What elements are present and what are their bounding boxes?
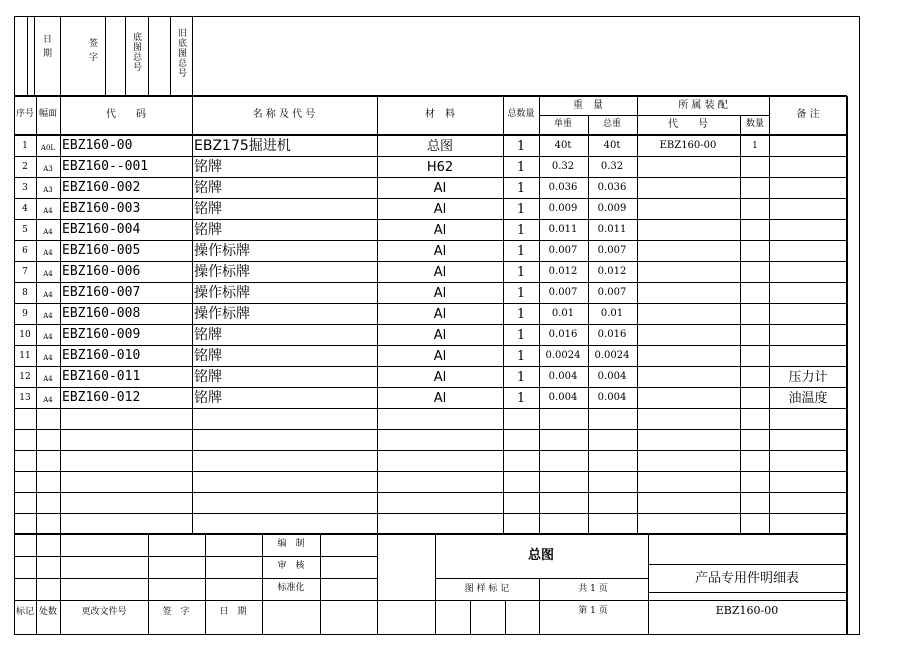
table-right-line	[846, 96, 848, 634]
row-total-weight: 0.32	[600, 161, 624, 172]
row-qty: 1	[516, 391, 526, 406]
header-asm-qty: 数量	[745, 119, 765, 129]
header-format: 幅面	[38, 109, 58, 119]
row-qty: 1	[516, 139, 526, 154]
row-code: EBZ160-00	[62, 138, 133, 153]
header-material: 材 料	[425, 109, 455, 120]
row-name: 操作标牌	[194, 285, 250, 301]
row-qty: 1	[516, 244, 526, 259]
row-unit-weight: 0.007	[548, 287, 578, 298]
top-sign-label: 签 字	[87, 38, 97, 62]
grid-line	[60, 96, 61, 534]
row-asm-qty: 1	[752, 141, 758, 151]
tb-change-doc-label: 更改文件号	[81, 607, 127, 617]
row-seq: 2	[22, 162, 28, 172]
grid-line	[125, 16, 126, 96]
row-line	[14, 261, 847, 262]
row-line	[14, 219, 847, 220]
grid-line	[377, 96, 378, 534]
grid-line	[539, 578, 540, 634]
header-assembly: 所 属 装 配	[678, 100, 728, 111]
grid-line	[60, 534, 61, 634]
tb-signature-label: 签 字	[162, 607, 190, 617]
grid-line	[539, 96, 540, 534]
tb-mark-label: 标记	[15, 607, 35, 617]
grid-line	[435, 578, 648, 579]
row-code: EBZ160-011	[62, 369, 141, 384]
frame-line	[14, 634, 860, 635]
row-unit-weight: 0.0024	[545, 350, 581, 361]
row-unit-weight: 0.01	[551, 308, 575, 319]
row-line	[14, 240, 847, 241]
tb-compile-label: 编 制	[277, 539, 305, 549]
row-material: Al	[433, 370, 447, 385]
tb-doc-title: 产品专用件明细表	[694, 571, 800, 586]
row-format: A4	[43, 312, 53, 320]
tb-page-no: 第 1 页	[578, 606, 608, 616]
row-code: EBZ160-006	[62, 264, 141, 279]
grid-line	[34, 16, 35, 96]
row-name: 铭牌	[194, 180, 222, 196]
grid-line	[262, 534, 263, 634]
row-total-weight: 40t	[603, 140, 621, 151]
row-seq: 9	[22, 309, 28, 319]
row-name: 操作标牌	[194, 243, 250, 259]
header-seq: 序号	[15, 109, 35, 119]
row-seq: 10	[19, 330, 31, 340]
row-code: EBZ160-007	[62, 285, 141, 300]
row-material: AI	[433, 181, 447, 196]
row-line	[14, 156, 847, 157]
tb-sample-mark: 图 样 标 记	[464, 584, 510, 594]
row-unit-weight: 0.32	[551, 161, 575, 172]
row-unit-weight: 0.004	[548, 392, 578, 403]
row-material: Al	[433, 328, 447, 343]
row-asm-code: EBZ160-00	[659, 140, 717, 151]
row-total-weight: 0.009	[597, 203, 627, 214]
grid-line	[148, 16, 149, 96]
row-line	[14, 303, 847, 304]
tb-count-label: 处数	[38, 607, 58, 617]
frame-line	[859, 16, 860, 635]
row-unit-weight: 0.012	[548, 266, 578, 277]
grid-line	[637, 96, 638, 534]
row-seq: 3	[22, 183, 28, 193]
row-name: 铭牌	[194, 348, 222, 364]
row-code: EBZ160-002	[62, 180, 141, 195]
row-total-weight: 0.011	[597, 224, 627, 235]
row-total-weight: 0.01	[600, 308, 624, 319]
grid-line	[205, 534, 206, 634]
row-format: A4	[43, 375, 53, 383]
row-material: Al	[433, 286, 447, 301]
grid-line	[105, 16, 106, 96]
row-format: A4	[43, 207, 53, 215]
top-base-no-label: 底图总号	[131, 32, 141, 72]
row-code: EBZ160-009	[62, 327, 141, 342]
row-format: A3	[43, 165, 53, 173]
row-qty: 1	[516, 328, 526, 343]
row-line	[14, 366, 847, 367]
title-block-top-line	[14, 533, 847, 535]
row-line	[14, 324, 847, 325]
row-name: 操作标牌	[194, 264, 250, 280]
row-code: EBZ160-012	[62, 390, 141, 405]
tb-review-label: 审 核	[277, 561, 305, 571]
row-qty: 1	[516, 265, 526, 280]
row-line	[14, 345, 847, 346]
row-material: Al	[433, 265, 447, 280]
row-format: A4	[43, 396, 53, 404]
row-line	[14, 198, 847, 199]
row-unit-weight: 0.004	[548, 371, 578, 382]
row-remark: 压力计	[788, 370, 828, 385]
row-code: EBZ160-008	[62, 306, 141, 321]
row-total-weight: 0.007	[597, 287, 627, 298]
grid-line	[648, 564, 846, 565]
row-material: Al	[433, 391, 447, 406]
tb-standard-label: 标准化	[277, 583, 305, 593]
grid-line	[648, 534, 649, 634]
grid-line	[648, 592, 846, 593]
row-name: 操作标牌	[194, 306, 250, 322]
grid-line	[14, 578, 377, 579]
grid-line	[588, 116, 589, 534]
row-line	[14, 177, 847, 178]
row-material: Al	[433, 349, 447, 364]
row-unit-weight: 0.036	[548, 182, 578, 193]
header-qty: 总数量	[507, 109, 535, 119]
tb-drawing-name: 总图	[527, 548, 555, 563]
row-seq: 1	[22, 141, 28, 151]
row-name: EBZ175掘进机	[194, 138, 291, 154]
grid-line	[320, 534, 321, 634]
row-format: A4	[43, 270, 53, 278]
row-total-weight: 0.016	[597, 329, 627, 340]
top-old-base-no-label: 旧底图总号	[176, 28, 186, 78]
row-remark: 油温度	[788, 391, 828, 406]
row-total-weight: 0.012	[597, 266, 627, 277]
top-date-label: 日 期	[41, 34, 51, 58]
row-unit-weight: 40t	[554, 140, 572, 151]
grid-line	[14, 600, 847, 601]
header-weight: 重 量	[573, 100, 603, 111]
grid-line	[170, 16, 171, 96]
grid-line	[36, 96, 37, 534]
header-asm-code: 代 号	[668, 119, 708, 130]
grid-line	[505, 600, 506, 634]
row-seq: 5	[22, 225, 28, 235]
row-line	[14, 429, 847, 430]
row-material: Al	[433, 223, 447, 238]
row-qty: 1	[516, 307, 526, 322]
row-seq: 11	[19, 351, 31, 361]
row-seq: 13	[19, 393, 31, 403]
frame-line	[14, 16, 15, 635]
row-unit-weight: 0.011	[548, 224, 578, 235]
header-sub-line	[539, 115, 769, 116]
row-total-weight: 0.004	[597, 392, 627, 403]
grid-line	[148, 534, 149, 634]
row-unit-weight: 0.009	[548, 203, 578, 214]
grid-line	[377, 534, 378, 634]
row-material: H62	[426, 160, 454, 175]
table-top-line	[14, 95, 847, 97]
grid-line	[435, 534, 436, 634]
frame-line	[14, 16, 860, 17]
grid-line	[769, 96, 770, 534]
row-qty: 1	[516, 223, 526, 238]
row-total-weight: 0.004	[597, 371, 627, 382]
row-material: Al	[433, 244, 447, 259]
row-format: A4	[43, 333, 53, 341]
row-format: A4	[43, 291, 53, 299]
row-line	[14, 492, 847, 493]
row-name: 铭牌	[194, 222, 222, 238]
row-format: A0L	[40, 144, 56, 152]
row-unit-weight: 0.016	[548, 329, 578, 340]
row-unit-weight: 0.007	[548, 245, 578, 256]
row-seq: 12	[19, 372, 31, 382]
row-material: 总图	[426, 139, 454, 154]
row-qty: 1	[516, 160, 526, 175]
header-code: 代 码	[106, 109, 146, 120]
row-line	[14, 408, 847, 409]
header-remark: 备 注	[796, 109, 820, 120]
header-name: 名 称 及 代 号	[252, 109, 316, 120]
row-qty: 1	[516, 349, 526, 364]
row-seq: 8	[22, 288, 28, 298]
row-name: 铭牌	[194, 369, 222, 385]
row-total-weight: 0.036	[597, 182, 627, 193]
row-name: 铭牌	[194, 201, 222, 217]
row-code: EBZ160-004	[62, 222, 141, 237]
grid-line	[740, 116, 741, 534]
row-code: EBZ160-010	[62, 348, 141, 363]
row-qty: 1	[516, 202, 526, 217]
row-format: A4	[43, 228, 53, 236]
row-code: EBZ160-003	[62, 201, 141, 216]
row-qty: 1	[516, 370, 526, 385]
row-seq: 7	[22, 267, 28, 277]
row-line	[14, 450, 847, 451]
grid-line	[36, 534, 37, 634]
header-bottom-line	[14, 134, 847, 136]
row-total-weight: 0.0024	[594, 350, 630, 361]
row-name: 铭牌	[194, 327, 222, 343]
row-name: 铭牌	[194, 159, 222, 175]
row-line	[14, 282, 847, 283]
header-unit-weight: 单重	[553, 119, 573, 129]
grid-line	[192, 96, 193, 534]
row-total-weight: 0.007	[597, 245, 627, 256]
tb-date-label: 日 期	[219, 607, 247, 617]
row-line	[14, 387, 847, 388]
row-code: EBZ160--001	[62, 159, 149, 174]
row-qty: 1	[516, 286, 526, 301]
grid-line	[14, 556, 377, 557]
row-qty: 1	[516, 181, 526, 196]
grid-line	[60, 16, 61, 96]
row-line	[14, 471, 847, 472]
row-format: A4	[43, 354, 53, 362]
row-format: A3	[43, 186, 53, 194]
row-material: Al	[433, 202, 447, 217]
row-format: A4	[43, 249, 53, 257]
tb-doc-code: EBZ160-00	[715, 604, 779, 617]
tb-total-pages: 共 1 页	[578, 584, 608, 594]
grid-line	[470, 600, 471, 634]
row-name: 铭牌	[194, 390, 222, 406]
row-material: Al	[433, 307, 447, 322]
grid-line	[503, 96, 504, 534]
row-seq: 4	[22, 204, 28, 214]
row-code: EBZ160-005	[62, 243, 141, 258]
row-line	[14, 513, 847, 514]
row-seq: 6	[22, 246, 28, 256]
grid-line	[192, 16, 193, 96]
grid-line	[27, 16, 28, 96]
header-total-weight: 总重	[602, 119, 622, 129]
